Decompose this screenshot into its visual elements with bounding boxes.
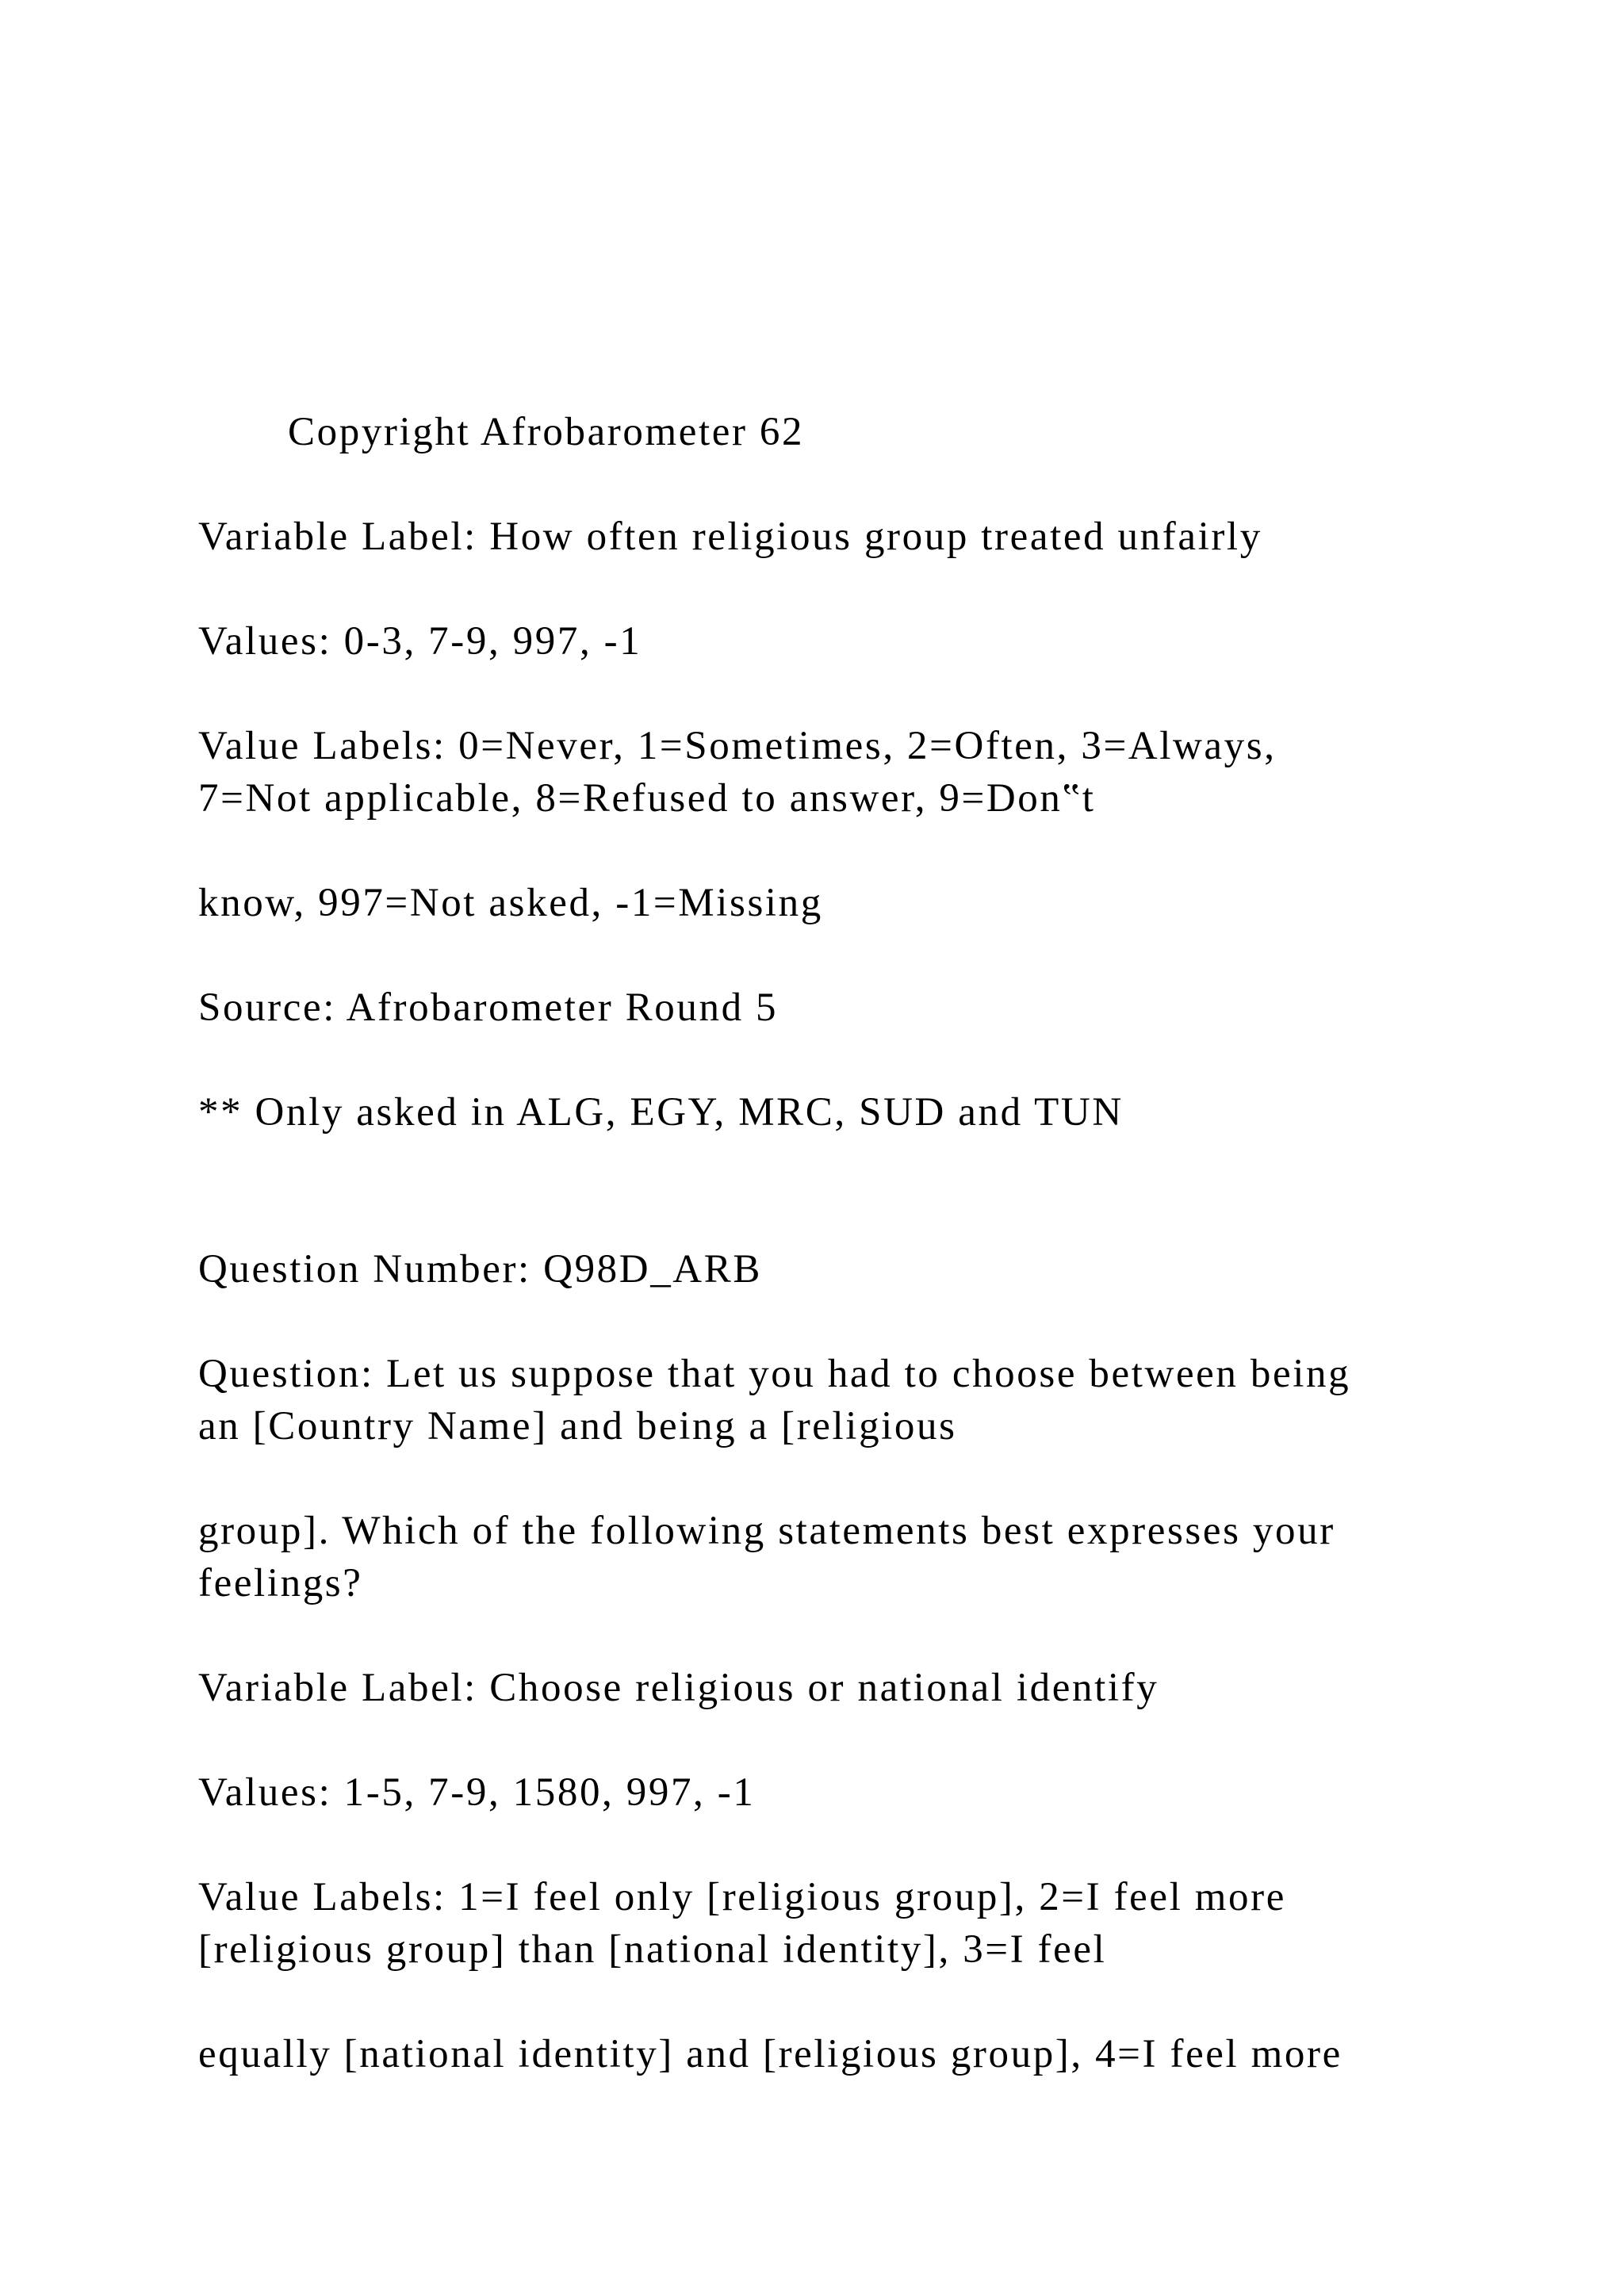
- value-labels-line-3: know, 997=Not asked, -1=Missing: [198, 881, 823, 925]
- question-line-2: an [Country Name] and being a [religious: [198, 1404, 957, 1448]
- page-header: Copyright Afrobarometer 62: [288, 410, 805, 454]
- variable-label: Variable Label: How often religious group treated unfairly: [198, 515, 1262, 559]
- values: Values: 0-3, 7-9, 997, -1: [198, 619, 642, 664]
- question-number: Question Number: Q98D_ARB: [198, 1247, 762, 1292]
- value-labels-line-2: 7=Not applicable, 8=Refused to answer, 9=Don‟t: [198, 776, 1096, 821]
- values: Values: 1-5, 7-9, 1580, 997, -1: [198, 1770, 756, 1815]
- value-labels-line-3: equally [national identity] and [religious group], 4=I feel more: [198, 2032, 1342, 2076]
- variable-label: Variable Label: Choose religious or national identify: [198, 1666, 1159, 1710]
- value-labels-line-1: Value Labels: 0=Never, 1=Sometimes, 2=Often, 3=Always,: [198, 724, 1277, 768]
- note: ** Only asked in ALG, EGY, MRC, SUD and TUN: [198, 1090, 1124, 1135]
- source: Source: Afrobarometer Round 5: [198, 985, 779, 1030]
- question-line-3: group]. Which of the following statements best expresses your: [198, 1509, 1335, 1553]
- value-labels-line-2: [religious group] than [national identity], 3=I feel: [198, 1927, 1107, 1972]
- question-line-1: Question: Let us suppose that you had to choose between being: [198, 1352, 1351, 1396]
- value-labels-line-1: Value Labels: 1=I feel only [religious group], 2=I feel more: [198, 1875, 1286, 1919]
- question-line-4: feelings?: [198, 1561, 363, 1605]
